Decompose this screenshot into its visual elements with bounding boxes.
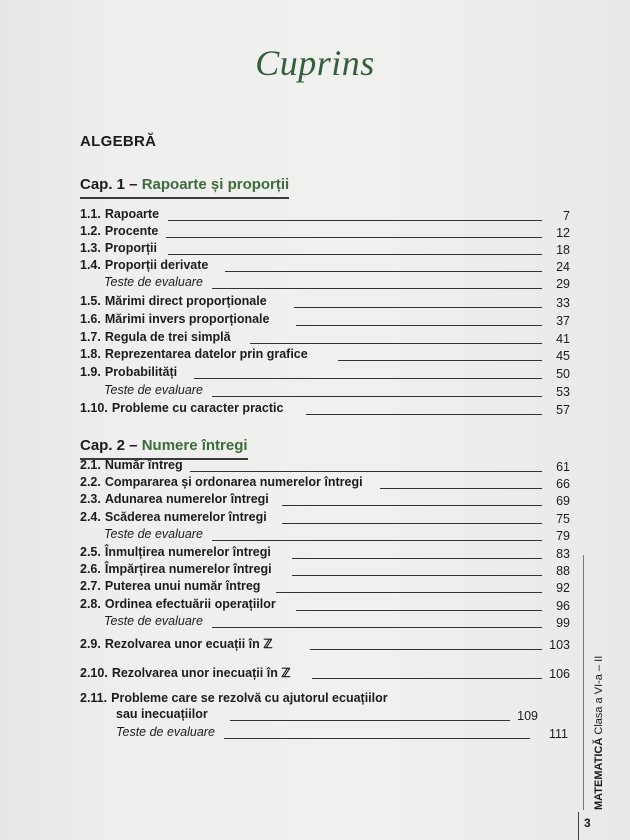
entry-page: 83: [556, 547, 570, 561]
entry-title: Mărimi direct proporționale: [104, 294, 267, 308]
entry-title: Împărțirea numerelor întregi: [104, 562, 272, 576]
entry-title: Teste de evaluare: [104, 383, 203, 397]
entry-number: 1.7.: [80, 330, 101, 344]
leader-line: [292, 575, 542, 576]
toc-entry[interactable]: [80, 224, 570, 240]
leader-line: [312, 678, 542, 679]
leader-line: [230, 720, 510, 721]
entry-page: 45: [556, 349, 570, 363]
leader-line: [282, 523, 542, 524]
entry-title: Proporții: [104, 241, 157, 255]
entry-number: 2.6.: [80, 562, 101, 576]
leader-line: [212, 540, 542, 541]
entry-page: 111: [548, 727, 568, 741]
entry-title: Mărimi invers proporționale: [104, 312, 270, 326]
toc-entry[interactable]: [80, 458, 570, 474]
entry-title: Teste de evaluare: [116, 725, 215, 739]
entry-page: 88: [556, 564, 570, 578]
entry-title: Rapoarte: [104, 207, 160, 221]
entry-page: 53: [556, 385, 570, 399]
chapter-heading: [80, 437, 248, 454]
entry-page: 50: [556, 367, 570, 381]
toc-entry-test[interactable]: [80, 614, 570, 630]
toc-entry[interactable]: [80, 347, 570, 363]
entry-page: 24: [556, 260, 570, 274]
chapter-title: Numere întregi: [141, 437, 248, 454]
entry-page: 66: [556, 477, 570, 491]
entry-title: Compararea și ordonarea numerelor întregi: [104, 475, 363, 489]
page-title: Cuprins: [255, 43, 375, 83]
leader-line: [212, 396, 542, 397]
leader-line: [338, 360, 542, 361]
entry-title: Reprezentarea datelor prin grafice: [104, 347, 308, 361]
entry-title: Scăderea numerelor întregi: [104, 510, 267, 524]
leader-line: [212, 627, 542, 628]
book-spine-label: [583, 555, 606, 810]
entry-number: 2.2.: [80, 475, 101, 489]
entry-title: Procente: [104, 224, 159, 238]
chapter-underline: [80, 197, 289, 199]
entry-title: Teste de evaluare: [104, 527, 203, 541]
entry-title: Probleme care se rezolvă cu ajutorul ecuațiilor: [111, 691, 388, 705]
entry-title: Proporții derivate: [104, 258, 209, 272]
section-heading: ALGEBRĂ: [80, 133, 157, 150]
entry-number: 2.7.: [80, 579, 101, 593]
leader-line: [276, 592, 542, 593]
toc-entry[interactable]: [80, 636, 570, 652]
toc-entry[interactable]: [80, 241, 570, 257]
leader-line: [194, 378, 542, 379]
toc-entry[interactable]: [80, 579, 570, 595]
entry-number: 1.3.: [80, 241, 101, 255]
entry-title: Adunarea numerelor întregi: [104, 492, 269, 506]
toc-entry-test[interactable]: [80, 383, 570, 399]
leader-line: [306, 414, 542, 415]
entry-page: 79: [556, 529, 570, 543]
leader-line: [296, 610, 542, 611]
entry-title: Număr întreg: [104, 458, 183, 472]
entry-page: 99: [556, 616, 570, 630]
entry-number: 1.2.: [80, 224, 101, 238]
entry-title: Teste de evaluare: [104, 614, 203, 628]
toc-entry[interactable]: [80, 691, 570, 723]
entry-page: 18: [556, 243, 570, 257]
page-number-divider: [578, 812, 579, 840]
entry-number: 2.9.: [80, 637, 101, 651]
entry-page: 29: [556, 277, 570, 291]
chapter-heading: [80, 176, 289, 193]
toc-entry[interactable]: [80, 545, 570, 561]
entry-page: 109: [517, 709, 538, 723]
entry-page: 37: [556, 314, 570, 328]
toc-entry[interactable]: [80, 401, 570, 417]
entry-number: 2.10.: [80, 666, 108, 680]
entry-page: 33: [556, 296, 570, 310]
leader-line: [225, 271, 542, 272]
entry-title: Probabilități: [104, 365, 178, 379]
leader-line: [212, 288, 542, 289]
toc-entry[interactable]: [80, 330, 570, 346]
leader-line: [294, 307, 542, 308]
entry-title: Probleme cu caracter practic: [111, 401, 284, 415]
entry-number: 2.8.: [80, 597, 101, 611]
entry-page: 61: [556, 460, 570, 474]
chapter-label: Cap. 2 –: [80, 437, 138, 454]
entry-title: Rezolvarea unor inecuații în ℤ: [111, 666, 291, 680]
entry-page: 96: [556, 599, 570, 613]
leader-line: [168, 220, 542, 221]
toc-entry[interactable]: [80, 597, 570, 613]
entry-page: 41: [556, 332, 570, 346]
entry-page: 75: [556, 512, 570, 526]
leader-line: [292, 558, 542, 559]
toc-entry[interactable]: [80, 475, 570, 491]
grade-label: Clasa a VI-a – II: [593, 655, 605, 735]
leader-line: [190, 471, 542, 472]
entry-title: Rezolvarea unor ecuații în ℤ: [104, 637, 273, 651]
toc-entry[interactable]: [80, 510, 570, 526]
entry-title: Regula de trei simplă: [104, 330, 231, 344]
toc-entry-test[interactable]: [80, 725, 570, 741]
entry-title-continued: sau inecuațiilor: [116, 707, 208, 721]
entry-page: 103: [549, 638, 570, 652]
entry-page: 106: [549, 667, 570, 681]
chapter-label: Cap. 1 –: [80, 176, 138, 193]
entry-title: Ordinea efectuării operațiilor: [104, 597, 276, 611]
leader-line: [380, 488, 542, 489]
leader-line: [224, 738, 530, 739]
toc-entry[interactable]: [80, 492, 570, 508]
leader-line: [296, 325, 542, 326]
leader-line: [166, 237, 542, 238]
toc-entry[interactable]: [80, 294, 570, 310]
toc-entry[interactable]: [80, 365, 570, 381]
entry-number: 1.8.: [80, 347, 101, 361]
entry-number: 1.5.: [80, 294, 101, 308]
subject-label: MATEMATICĂ: [593, 737, 605, 810]
entry-number: 2.11.: [80, 691, 108, 705]
entry-title: Înmulțirea numerelor întregi: [104, 545, 271, 559]
entry-number: 1.9.: [80, 365, 101, 379]
toc-entry-test[interactable]: [80, 527, 570, 543]
leader-line: [310, 649, 542, 650]
entry-page: 7: [563, 209, 570, 223]
entry-page: 69: [556, 494, 570, 508]
entry-number: 1.6.: [80, 312, 101, 326]
toc-entry[interactable]: [80, 312, 570, 328]
toc-entry-test[interactable]: [80, 275, 570, 291]
entry-page: 12: [556, 226, 570, 240]
toc-entry[interactable]: [80, 665, 570, 681]
entry-page: 57: [556, 403, 570, 417]
toc-entry[interactable]: [80, 562, 570, 578]
entry-number: 1.1.: [80, 207, 101, 221]
leader-line: [250, 343, 542, 344]
page-number: 3: [584, 816, 591, 830]
entry-page: 92: [556, 581, 570, 595]
entry-number: 2.3.: [80, 492, 101, 506]
toc-entry[interactable]: [80, 258, 570, 274]
entry-number: 1.4.: [80, 258, 101, 272]
entry-number: 2.5.: [80, 545, 101, 559]
entry-number: 2.4.: [80, 510, 101, 524]
leader-line: [168, 254, 542, 255]
entry-number: 1.10.: [80, 401, 108, 415]
toc-entry[interactable]: [80, 207, 570, 223]
entry-title: Teste de evaluare: [104, 275, 203, 289]
entry-number: 2.1.: [80, 458, 101, 472]
chapter-title: Rapoarte și proporții: [141, 176, 290, 193]
entry-title: Puterea unui număr întreg: [104, 579, 261, 593]
leader-line: [282, 505, 542, 506]
